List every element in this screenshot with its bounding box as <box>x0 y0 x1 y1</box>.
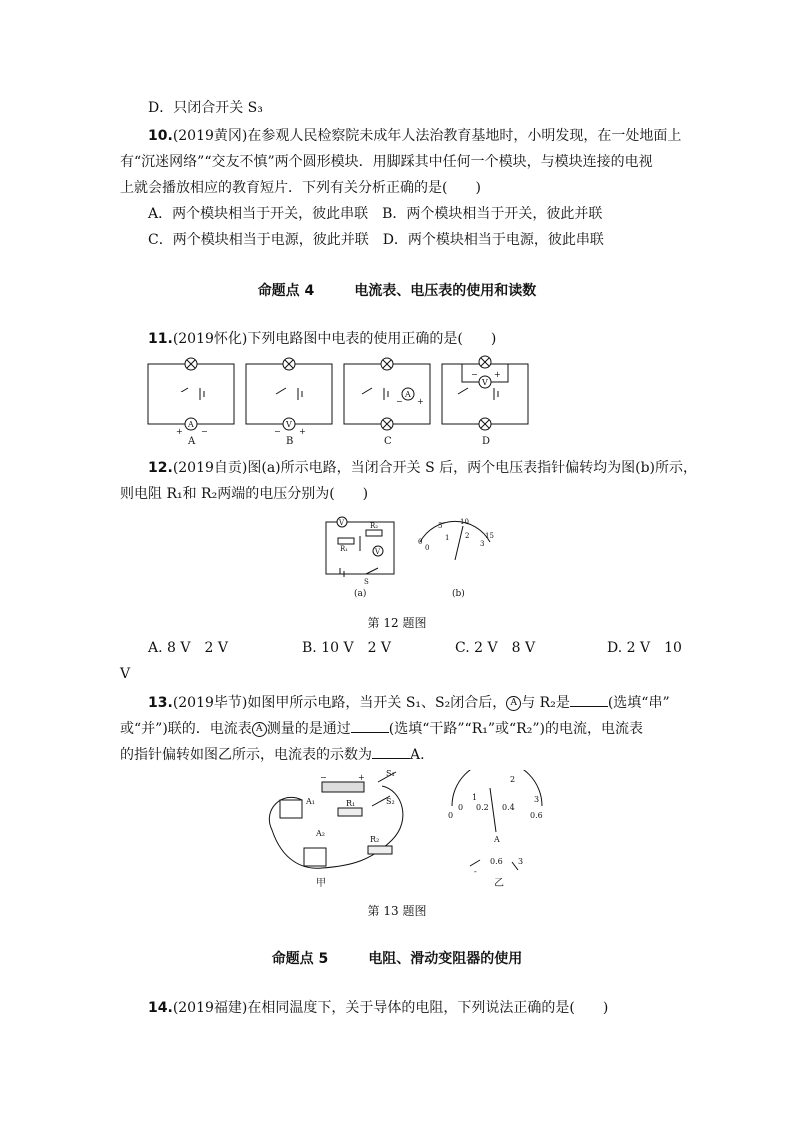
q11-label-a: A <box>188 436 196 447</box>
q12-meter-scale-10: 10 <box>460 518 469 526</box>
q13-blank-1[interactable] <box>570 692 608 707</box>
svg-text:+: + <box>176 427 183 436</box>
svg-text:−: − <box>396 397 403 406</box>
section4-heading <box>0 280 794 300</box>
q13-line1 <box>148 692 670 713</box>
section4-title: 电流表、电压表的使用和读数 <box>354 283 537 299</box>
q13-fig-jia: 甲 <box>316 878 326 889</box>
q12-line1 <box>148 458 697 478</box>
svg-text:S: S <box>364 578 369 586</box>
q13-meter-top-3: 3 <box>534 795 540 804</box>
q13-caption: 第 13 题图 <box>367 904 427 918</box>
q13-text-1b: 与 R₂是 <box>521 695 570 711</box>
q13-meter-bottom-02: 0.2 <box>476 803 489 812</box>
q13-meter-bottom-04: 0.4 <box>502 803 515 812</box>
q13-text-2c: (选填“干路”“R₁”或“R₂”)的电流，电流表 <box>388 721 643 737</box>
q12-text-1: (2019自贡)图(a)所示电路，当闭合开关 S 后，两个电压表指针偏转均为图(b)所示， <box>172 460 698 476</box>
q13-figures <box>262 770 558 894</box>
q11-line <box>148 329 496 349</box>
q13-meter-top-0: 0 <box>458 803 464 812</box>
q13-meter-bottom-0: 0 <box>448 811 454 820</box>
q10-options-row2: C．两个模块相当于电源，彼此并联 D．两个模块相当于电源，彼此串联 <box>148 232 604 248</box>
section5-label: 命题点 5 <box>271 951 329 967</box>
q13-text-2a: 或“并”)联的．电流表 <box>120 721 252 737</box>
q12-option-d: D. 2 V 10 <box>607 640 682 656</box>
q12-meter-scale-0: 0 <box>418 538 423 546</box>
q13-meter-top-1: 1 <box>472 793 478 802</box>
q13-line3 <box>120 744 425 765</box>
q11-label-d: D <box>482 436 491 447</box>
q13-text-1c: (选填“串” <box>607 695 670 711</box>
circuit-c <box>344 358 430 430</box>
svg-text:A₂: A₂ <box>316 829 325 838</box>
q10-options-row1: A．两个模块相当于开关，彼此串联 B．两个模块相当于开关，彼此并联 <box>148 206 603 222</box>
circuit-d <box>442 356 528 430</box>
q12-meter-inner-0: 0 <box>425 544 430 552</box>
q13-fig-yi: 乙 <box>494 878 504 889</box>
q12-figures <box>320 516 510 600</box>
svg-text:R₁: R₁ <box>340 545 349 553</box>
section5-title: 电阻、滑动变阻器的使用 <box>368 951 523 967</box>
q11-circuit-diagrams <box>140 352 540 448</box>
svg-text:V: V <box>339 519 345 527</box>
q12-option-d-wrap: V <box>120 666 131 682</box>
q11-text: (2019怀化)下列电路图中电表的使用正确的是( ) <box>172 331 497 347</box>
q12-option-a: A. 8 V 2 V <box>148 640 228 656</box>
q13-blank-2[interactable] <box>351 718 389 733</box>
svg-text:−: − <box>471 370 478 379</box>
q12-meter-inner-1: 1 <box>445 534 450 542</box>
svg-text:+: + <box>417 397 424 406</box>
q13-number: 13. <box>148 695 173 711</box>
q12-meter-scale-15: 15 <box>485 532 494 540</box>
q12-number: 12. <box>148 460 173 476</box>
q12-line2: 则电阻 R₁和 R₂两端的电压分别为( ) <box>120 486 369 502</box>
svg-text:−: − <box>201 427 208 436</box>
q12-fig-a-label: (a) <box>354 589 367 599</box>
q13-text-2b: 测量的是通过 <box>266 721 351 737</box>
q13-terminal-3: 3 <box>518 857 524 866</box>
svg-text:−: − <box>274 427 281 436</box>
q13-meter-letter: A <box>494 835 500 844</box>
svg-text:R₁: R₁ <box>346 799 356 808</box>
q12-meter-scale-5: 5 <box>438 522 443 530</box>
q13-blank-3[interactable] <box>372 744 410 759</box>
svg-text:S₁: S₁ <box>386 770 395 778</box>
svg-text:A₁: A₁ <box>306 797 315 806</box>
q13-text-3a: 的指针偏转如图乙所示，电流表的示数为 <box>120 747 372 763</box>
q14-text: (2019福建)在相同温度下，关于导体的电阻，下列说法正确的是( ) <box>172 1000 609 1016</box>
q10-line2: 有“沉迷网络”“交友不慎”两个圆形模块．用脚踩其中任何一个模块，与模块连接的电视 <box>120 154 653 170</box>
svg-text:R₂: R₂ <box>370 522 379 530</box>
svg-text:V: V <box>286 420 292 429</box>
ammeter-a2-symbol: A <box>506 696 521 711</box>
q11-label-c: C <box>384 436 392 447</box>
q14-line <box>148 998 608 1018</box>
q12-option-b: B. 10 V 2 V <box>302 640 392 656</box>
q11-label-b: B <box>286 436 294 447</box>
q12-caption: 第 12 题图 <box>367 616 427 630</box>
svg-text:+: + <box>494 370 501 379</box>
q12-fig-b-label: (b) <box>452 589 465 599</box>
q13-terminal-minus: - <box>474 867 477 876</box>
q10-number: 10. <box>148 128 173 144</box>
q10-line3: 上就会播放相应的教育短片．下列有关分析正确的是( ) <box>120 180 481 196</box>
svg-text:+: + <box>299 427 306 436</box>
q9-option-d: D．只闭合开关 S₃ <box>148 100 263 116</box>
svg-text:V: V <box>482 378 488 387</box>
q12-meter-inner-3: 3 <box>480 540 485 548</box>
svg-text:−: − <box>320 773 327 782</box>
q10-text-1: (2019黄冈)在参观人民检察院未成年人法治教育基地时，小明发现，在一处地面上 <box>172 128 682 144</box>
q12-meter-inner-2: 2 <box>465 532 470 540</box>
svg-text:A: A <box>188 420 194 429</box>
svg-text:+: + <box>358 773 365 782</box>
q12-option-c: C. 2 V 8 V <box>455 640 536 656</box>
q13-meter-bottom-06: 0.6 <box>530 811 543 820</box>
svg-text:A: A <box>405 390 411 399</box>
q13-text-1a: (2019毕节)如图甲所示电路，当开关 S₁、S₂闭合后， <box>172 695 507 711</box>
ammeter-a1-symbol: A <box>252 722 267 737</box>
svg-text:R₂: R₂ <box>370 835 380 844</box>
q13-line2 <box>120 718 643 739</box>
q13-terminal-06: 0.6 <box>490 857 503 866</box>
q10-line1 <box>148 126 681 146</box>
svg-text:S₂: S₂ <box>386 797 395 806</box>
q13-text-3b: A. <box>410 747 425 763</box>
q13-meter-top-2: 2 <box>510 775 516 784</box>
svg-text:V: V <box>375 548 381 556</box>
section5-heading <box>0 948 794 968</box>
q14-number: 14. <box>148 1000 173 1016</box>
q11-number: 11. <box>148 331 173 347</box>
section4-label: 命题点 4 <box>257 283 315 299</box>
